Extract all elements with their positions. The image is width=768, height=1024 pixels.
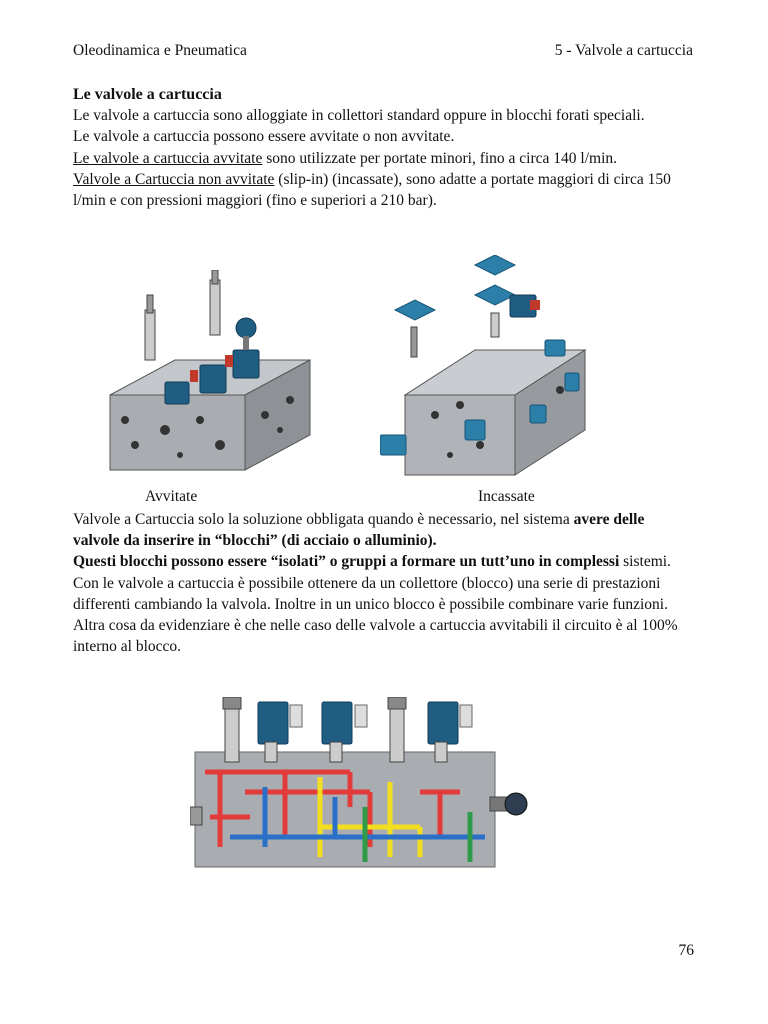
header-right: 5 - Valvole a cartuccia xyxy=(554,42,693,59)
paragraph-4-underlined: Valvole a Cartuccia non avvitate xyxy=(73,170,275,188)
caption-avvitate: Avvitate xyxy=(145,488,198,505)
section-intro xyxy=(73,84,693,211)
section-body xyxy=(73,509,693,657)
figure-row xyxy=(100,255,620,505)
paragraph-4-rest: (slip-in) (incassate), sono adatte a portate maggiori di circa 150 l/min e con pressioni maggiori (fino e superiori a 210 bar). xyxy=(73,170,671,210)
body-paragraph-1 xyxy=(73,509,693,551)
paragraph-2: Le valvole a cartuccia possono essere avvitate o non avvitate. xyxy=(73,128,455,146)
manifold-circuit-illustration xyxy=(190,697,530,869)
paragraph-3-rest: sono utilizzate per portate minori, fino a circa 140 l/min. xyxy=(262,149,618,167)
paragraph-3-underlined: Le valvole a cartuccia avvitate xyxy=(73,149,263,167)
section-title: Le valvole a cartuccia xyxy=(73,86,222,103)
body-paragraph-1-a: Valvole a Cartuccia solo la soluzione obbligata quando è necessario, nel sistema xyxy=(73,511,574,528)
body-paragraph-3: Con le valvole a cartuccia è possibile ottenere da un collettore (blocco) una serie di prestazioni differenti cambiando la valvola. Inoltre in un unico blocco è possibile combinare varie funzioni. xyxy=(73,574,668,613)
incassate-manifold-illustration xyxy=(380,255,590,480)
header-left: Oleodinamica e Pneumatica xyxy=(73,42,247,59)
body-paragraph-2-rest: sistemi. xyxy=(619,553,671,571)
paragraph-3 xyxy=(73,148,693,169)
body-paragraph-2 xyxy=(73,551,693,572)
paragraph-4 xyxy=(73,169,693,211)
body-paragraph-2-bold: Questi blocchi possono essere “isolati” o gruppi a formare un tutt’uno in complessi xyxy=(73,553,620,571)
paragraph-1: Le valvole a cartuccia sono alloggiate in collettori standard oppure in blocchi forati speciali. xyxy=(73,107,645,125)
caption-incassate: Incassate xyxy=(478,488,535,505)
avvitate-manifold-illustration xyxy=(105,270,315,475)
page-number: 76 xyxy=(678,942,694,959)
body-paragraph-4: Altra cosa da evidenziare è che nelle caso delle valvole a cartuccia avvitabili il circuito è al 100% interno al blocco. xyxy=(73,617,678,656)
body-paragraph-1-bold: avere delle valvole da inserire in “blocchi” (di acciaio o alluminio). xyxy=(73,511,645,550)
